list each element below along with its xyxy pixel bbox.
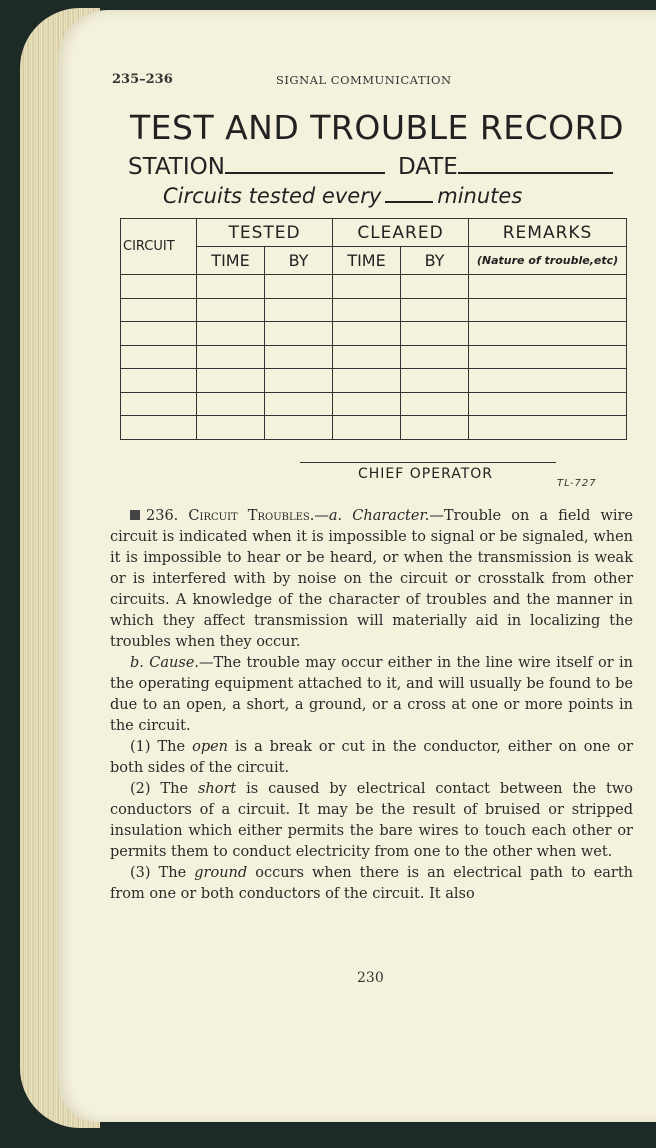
circuits-prefix: Circuits tested every: [163, 184, 382, 208]
section-number: 236.: [146, 508, 179, 524]
col-remarks: REMARKS: [469, 219, 627, 247]
tested-by-header: BY: [265, 247, 333, 275]
table-row: [121, 345, 627, 369]
term: ground: [194, 865, 248, 881]
date-blank: [458, 150, 613, 174]
tested-time-header: TIME: [197, 247, 265, 275]
cleared-by-header: BY: [401, 247, 469, 275]
table-row: [121, 298, 627, 322]
page-number: 230: [357, 970, 384, 986]
running-head: [112, 72, 632, 92]
circuits-tested-line: [163, 184, 522, 208]
paragraph-text: is caused by electrical contact between the two conductors of a circuit. It may be the result of bruised or stripped insulation which either permits the bare wires to touch each other or permits them to conduct electricity from one to the other when wet.: [110, 781, 634, 860]
paragraph-text: occurs when there is an electrical path to earth from one or both conductors of the circuit. It also: [110, 865, 634, 902]
item-number: (1) The: [130, 739, 186, 755]
header-page-range: 235–236: [112, 72, 173, 87]
subsection-letter: b.: [130, 655, 144, 671]
item-number: (2) The: [130, 781, 189, 797]
item-number: (3) The: [130, 865, 187, 881]
paragraph-open: [110, 737, 633, 779]
table-row: [121, 275, 627, 299]
paragraph-text: —Trouble on a field wire circuit is indicated when it is impossible to signal or be signaled, when it is impossible to hear or be heard, or when the transmission is weak or is interfered with by noise on the circuit or crosstalk from other circuits. A knowledge of the character of troubles and the manner in which they affect transmission will materially aid in localizing the troubles when they occur.: [110, 508, 634, 650]
remarks-nature-header: (Nature of trouble,etc): [469, 247, 627, 275]
station-blank: [225, 150, 385, 174]
table-row: [121, 416, 627, 440]
station-label: STATION: [128, 154, 225, 180]
circuits-suffix: minutes: [437, 184, 523, 208]
section-heading: Circuit Troubles.: [188, 508, 315, 524]
paragraph-text: is a break or cut in the conductor, either on one or both sides of the circuit.: [110, 739, 634, 776]
table-row: [121, 392, 627, 416]
col-tested: TESTED: [197, 219, 333, 247]
col-cleared: CLEARED: [333, 219, 469, 247]
chief-operator-label: CHIEF OPERATOR: [358, 466, 494, 482]
section-marker-icon: [130, 510, 140, 520]
form-title: TEST AND TROUBLE RECORD: [130, 108, 624, 147]
paragraph-text: —The trouble may occur either in the line wire itself or in the operating equipment attached to it, and will usually be found to be due to an open, a short, a ground, or a cross at one or more points in the circuit.: [110, 655, 634, 734]
body-text: [110, 506, 633, 905]
subsection-letter: a.: [328, 508, 343, 524]
cleared-time-header: TIME: [333, 247, 401, 275]
col-circuit: CIRCUIT: [121, 219, 197, 275]
signature-line: [300, 462, 556, 463]
term: open: [192, 739, 229, 755]
paragraph-cause: [110, 653, 633, 737]
paragraph-236: 236. Circuit Troubles.—a. Character.—Trouble on a field wire circuit is indicated when it is impossible to signal or be signaled, when it is impossible to hear or be heard, or when the transmission is weak or is interfered with by noise on the circuit or crosstalk from other circuits. A knowledge of the character of troubles and the manner in which they affect transmission will materially aid in localizing the troubles when they occur.: [110, 508, 634, 650]
figure-code: TL-727: [557, 478, 597, 489]
table-row: [121, 369, 627, 393]
paragraph-ground: [110, 863, 633, 905]
subsection-title: Character.: [352, 508, 430, 524]
paragraph-short: [110, 779, 633, 863]
test-trouble-table: [120, 218, 627, 440]
term: short: [197, 781, 237, 797]
date-label: DATE: [398, 154, 458, 180]
table-row: [121, 322, 627, 346]
subsection-title: Cause.: [149, 655, 200, 671]
date-field: [398, 150, 613, 180]
station-field: [128, 150, 385, 180]
header-title: SIGNAL COMMUNICATION: [276, 73, 452, 87]
minutes-blank: [385, 185, 433, 203]
